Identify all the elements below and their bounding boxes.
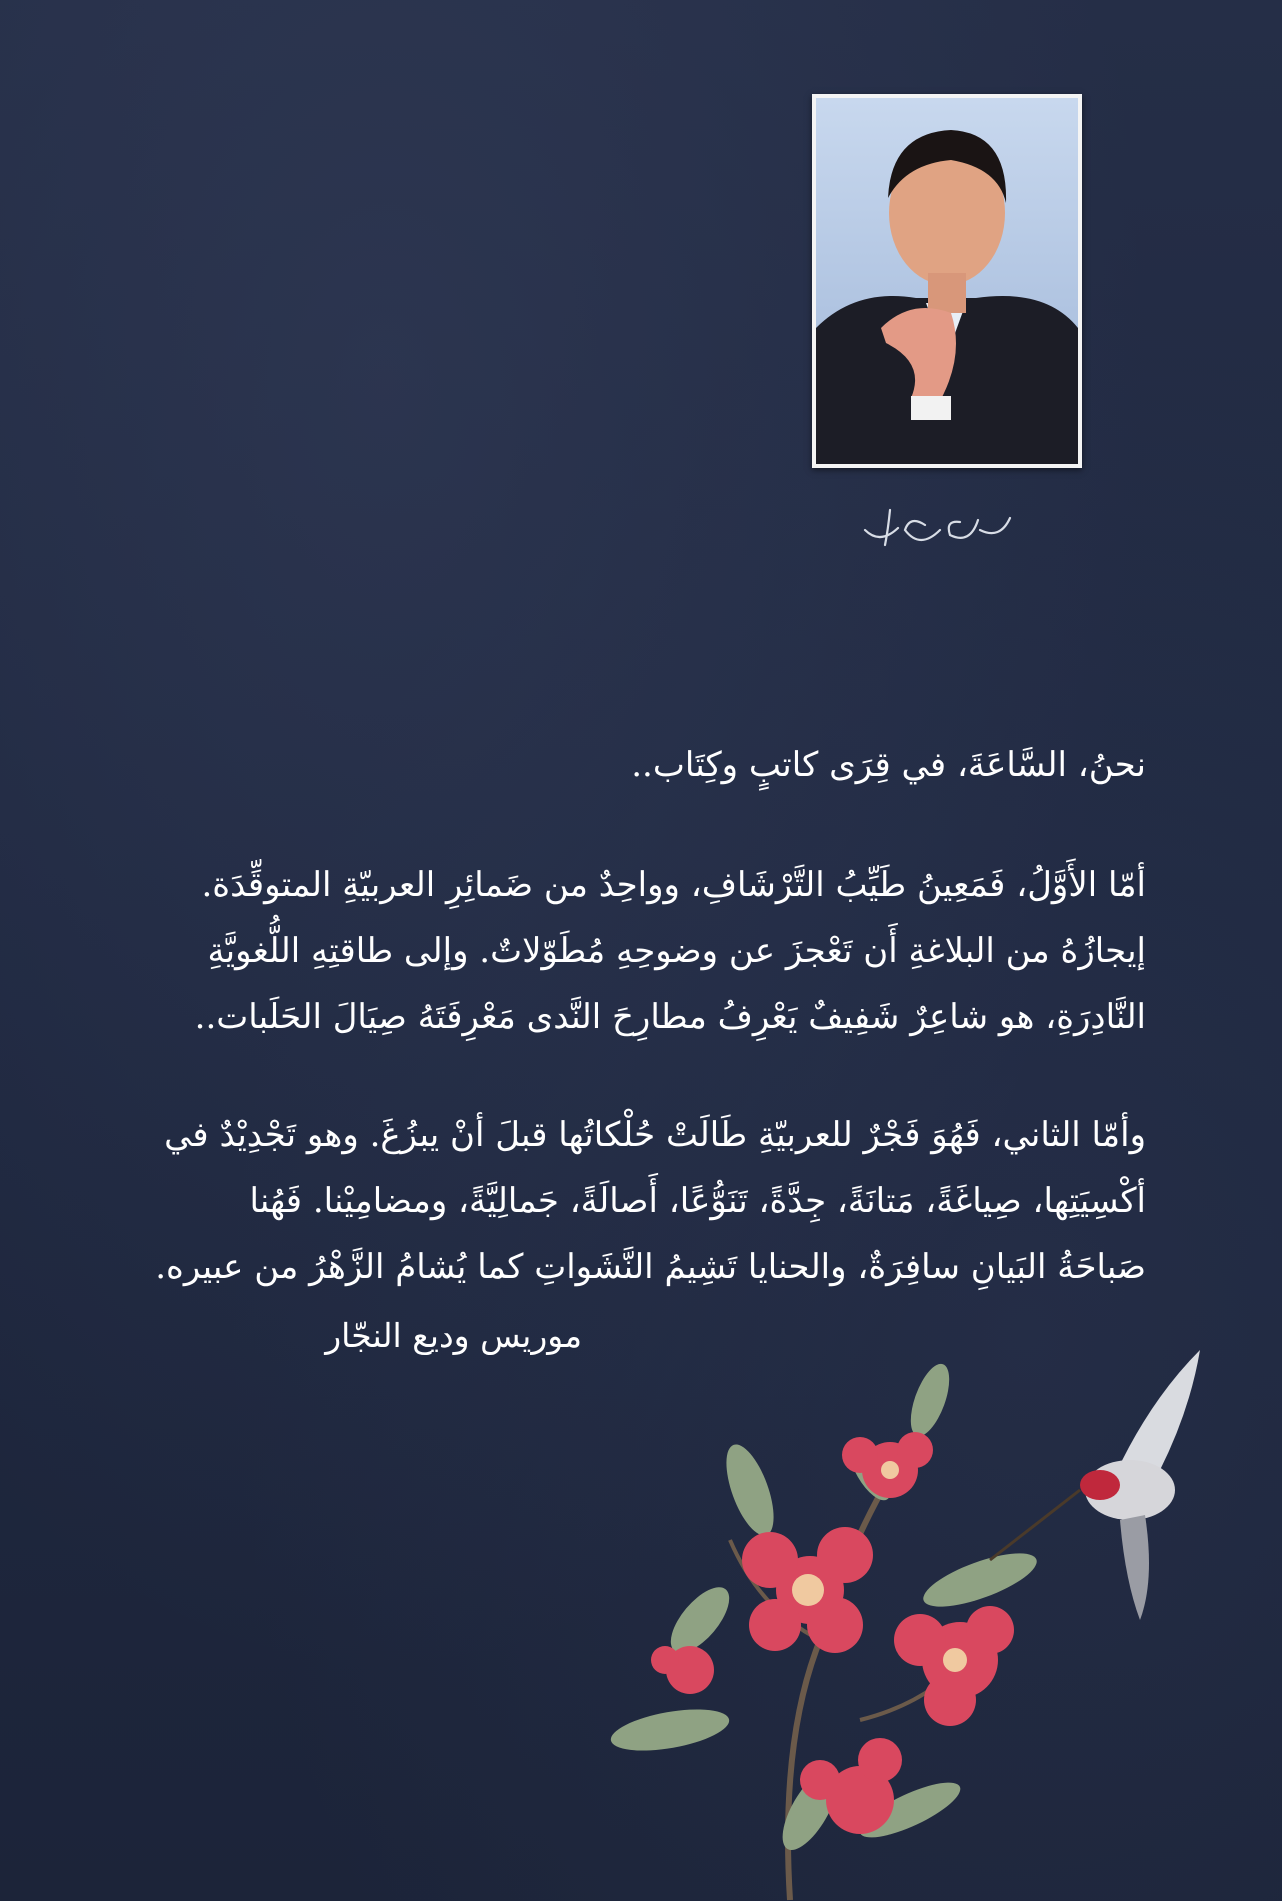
author-portrait [812,94,1082,468]
text-line: النَّادِرَةِ، هو شاعِرٌ شَفِيفٌ يَعْرِفُ مطارِحَ النَّدى مَعْرِفَتَهُ صِيَالَ الحَلَبات.. [194,997,1146,1037]
second-paragraph [155,1102,1146,1300]
blossom-hummingbird-illustration [560,1340,1282,1901]
text-line: نحنُ، السَّاعَةَ، في قِرَى كاتبٍ وكِتَاب.. [631,745,1146,785]
text-line: وأمّا الثاني، فَهُوَ فَجْرٌ للعربيّةِ طَالَتْ حُلْكاتُها قبلَ أنْ يبزُغَ. وهو تَجْدِيْدٌ في [164,1115,1146,1155]
text-line: صَباحَةُ البَيانِ سافِرَةٌ، والحنايا تَشِيمُ النَّشَواتِ كما يُشامُ الزَّهْرُ من عبيره. [155,1247,1146,1287]
text-line: أمّا الأَوَّلُ، فَمَعِينُ طَيِّبُ التَّرْشَافِ، وواحِدٌ من ضَمائِرِ العربيّةِ المتوقِّدَة. [201,865,1146,905]
author-photo-image [816,98,1078,464]
author-name: موريس وديع النجّار [325,1316,582,1355]
text-line: أكْسِيَتِها، صِياغَةً، مَتانَةً، جِدَّةً، تَنَوُّعًا، أَصالَةً، جَمالِيَّةً، ومضامِيْنا. فَهُنا [249,1181,1146,1221]
author-signature [850,500,1020,560]
intro-paragraph [186,732,1146,798]
first-paragraph [186,852,1146,1050]
text-line: إيجازُهُ من البلاغةِ أَن تَعْجزَ عن وضوحِهِ مُطَوّلاتٌ. وإلى طاقتِهِ اللُّغويَّةِ [207,931,1146,971]
